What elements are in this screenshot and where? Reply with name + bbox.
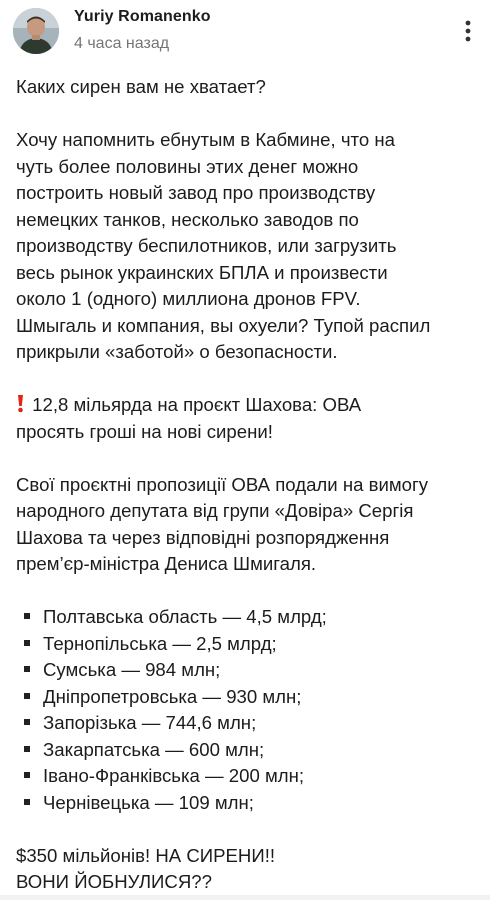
list-item [16,737,482,764]
list-item-text: Івано-Франківська — 200 млн; [43,765,305,786]
list-item-text: Запорізька — 744,6 млн; [43,712,257,733]
post-text-line: просять гроші на нові сирени! [16,420,273,442]
bullet-icon [24,746,30,752]
more-vert-icon [458,18,478,44]
post-text-line: Хочу напомнить ебнутым в Кабмине, что на [16,129,395,150]
list-item-text: Тернопільська — 2,5 млрд; [43,632,277,654]
post-text-line [16,392,482,419]
post-header [0,0,490,66]
list-item [16,763,482,790]
post-text-line: производству беспилотников, или загрузить [16,235,397,256]
post-text-line: построить новый завод про производству [16,182,376,203]
list-item [16,684,482,711]
post-text-line: $350 мільйонів! НА СИРЕНИ!! [16,844,276,866]
post-text-line: народного депутата від групи «Довіра» Сергія [16,500,414,521]
list-item [16,790,482,817]
paragraph-gap [16,101,482,128]
list-item [16,604,482,631]
more-options-button[interactable] [458,18,478,44]
bullet-icon [24,693,30,699]
headline-text: 12,8 мільярда на проєкт Шахова: ОВА [32,394,362,415]
list-item-text: Полтавська область — 4,5 млрд; [43,606,327,627]
paragraph-gap [16,816,482,843]
post-text-line: прикрыли «заботой» о безопасности. [16,341,338,362]
list-item [16,631,482,658]
bullet-icon [24,613,30,619]
post-timestamp: 4 часа назад [74,35,170,52]
author-name[interactable]: Yuriy Romanenko [74,8,211,25]
avatar-photo-icon [13,8,59,54]
bullet-icon [24,799,30,805]
bullet-icon [24,719,30,725]
list-item [16,657,482,684]
avatar[interactable] [13,8,59,54]
post-text-line: Каких сирен вам не хватает? [16,76,266,97]
post-text-line: прем’єр-міністра Дениса Шмигаля. [16,553,317,574]
post-text-line: Свої проєктні пропозиції ОВА подали на вимогу [16,473,429,495]
paragraph-gap [16,445,482,472]
bullet-icon [24,772,30,778]
divider [0,895,490,900]
post-text-line: ВОНИ ЙОБНУЛИСЯ?? [16,871,212,892]
paragraph-gap [16,578,482,605]
list-item-text: Закарпатська — 600 млн; [43,738,265,760]
post-text-line: Шахова та через відповідні розпорядження [16,526,390,548]
bullet-icon [24,666,30,672]
post-body [16,74,482,896]
post-text-line: около 1 (одного) миллиона дронов FPV. [16,288,361,309]
bullet-icon [24,640,30,646]
list-item-text: Чернівецька — 109 млн; [43,791,254,813]
post-text-line: весь рынок украинских БПЛА и произвести [16,261,388,283]
list-item-text: Дніпропетровська — 930 млн; [43,685,302,707]
list-item-text: Сумська — 984 млн; [43,659,221,680]
post-text-line: чуть более половины этих денег можно [16,155,359,177]
red-exclamation-icon [16,392,25,419]
post-text-line: Шмыгаль и компания, вы охуели? Тупой распил [16,314,431,336]
list-item [16,710,482,737]
post-text-line: немецких танков, несколько заводов по [16,208,359,230]
paragraph-gap [16,366,482,393]
